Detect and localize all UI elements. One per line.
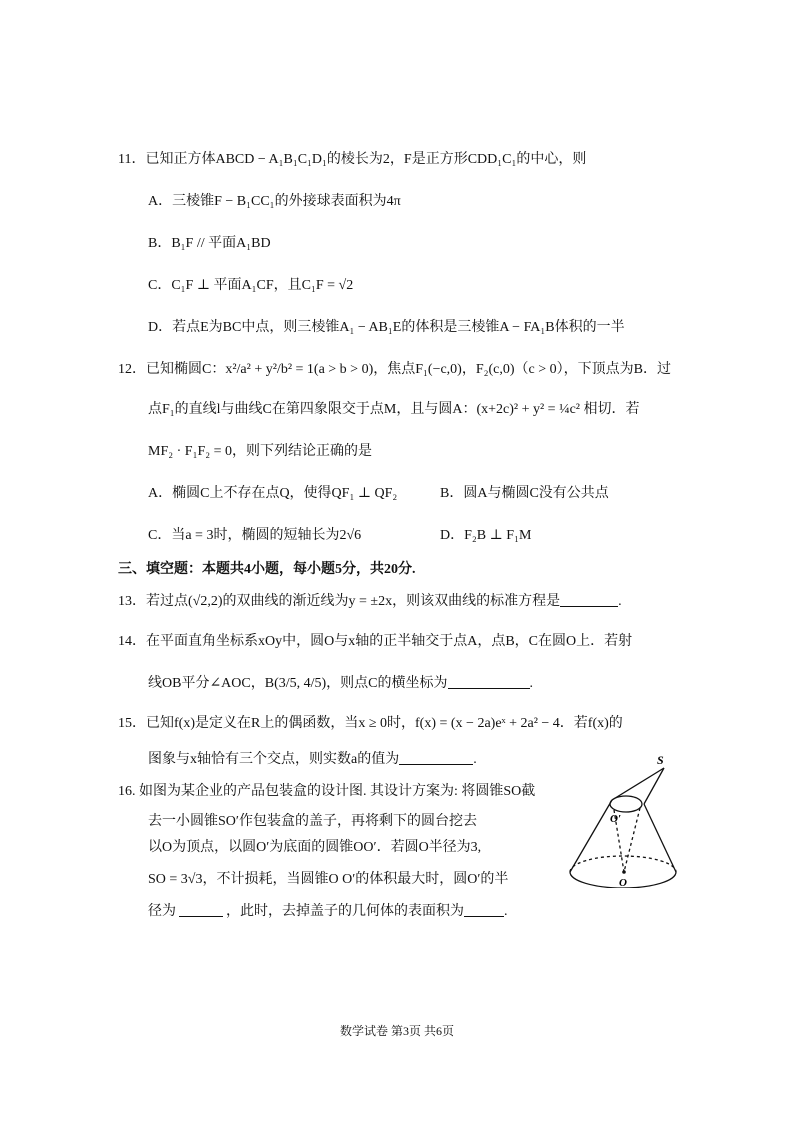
inner-cone-right [624,808,640,872]
q16-line5-start: 径为 [148,904,176,919]
q15-answer-blank [399,750,473,765]
q12-option-a: A．椭圆C上不存在点Q，使得QF₁ ⊥ QF₂ [148,486,398,501]
q14-stem: 线OB平分∠AOC，B(3/5, 4/5)，则点C的横坐标为 [148,676,448,691]
q12-option-b: B．圆A与椭圆C没有公共点 [440,486,609,501]
q16-area-blank [464,902,504,917]
frustum-right-edge [644,804,676,872]
q14-line2 [148,674,533,694]
q15-line2 [148,750,477,770]
page-footer: 数学试卷 第3页 共6页 [339,1024,454,1038]
q16-radius-blank [179,902,223,917]
q14-answer-blank [448,674,530,689]
q13-text [118,592,622,612]
q16-line4: SO = 3√3，不计损耗，当圆锥O O′的体积最大时，圆O′的半 [148,872,509,887]
q16-line3: 以O为顶点，以圆O′为底面的圆锥OO′．若圆O半径为3, [148,840,482,855]
q14-line1: 14．在平面直角坐标系xOy中，圆O与x轴的正半轴交于点A，点B，C在圆O上．若射 [118,634,633,649]
frustum-left-edge [570,800,612,872]
q11-option-d: D．若点E为BC中点，则三棱锥A₁ − AB₁E的体积是三棱锥A − FA₁B体积的一半 [148,320,625,335]
q16-line5 [148,902,508,922]
section-3-heading: 三、填空题：本题共4小题，每小题5分，共20分. [118,562,416,577]
q13-end: . [618,594,622,609]
label-o: O [619,877,627,888]
q13-stem: 13．若过点(√2,2)的双曲线的渐近线为y = ±2x，则该双曲线的标准方程是 [118,594,561,609]
package-box-cone-figure [560,748,694,888]
q11-option-a: A．三棱锥F − B₁CC₁的外接球表面积为4π [148,194,401,209]
q13-answer-blank [560,592,618,607]
label-s: S [657,753,664,767]
q12-option-c: C．当a = 3时，椭圆的短轴长为2√6 [148,528,362,543]
q15-stem: 图象与x轴恰有三个交点，则实数a的值为 [148,752,400,767]
q12-line1: 12．已知椭圆C：x²/a² + y²/b² = 1(a > b > 0)，焦点F₁(−c,0)，F₂(c,0)（c > 0），下顶点为B．过 [118,362,671,377]
q15-line1: 15．已知f(x)是定义在R上的偶函数，当x ≥ 0时，f(x) = (x − 2a)eˣ + 2a² − 4．若f(x)的 [118,716,623,731]
q16-line5-middle: ，此时，去掉盖子的几何体的表面积为 [226,904,464,919]
q12-line3: MF₂ · F₁F₂ = 0，则下列结论正确的是 [148,444,373,459]
q12-line2: 点F₁的直线l与曲线C在第四象限交于点M，且与圆A：(x+2c)² + y² = ¼c² 相切．若 [148,402,640,417]
label-o-prime: O′ [610,813,622,825]
q12-option-d: D．F₂B ⊥ F₁M [440,528,532,543]
q11-stem: 11．已知正方体ABCD − A₁B₁C₁D₁的棱长为2，F是正方形CDD₁C₁的中心，则 [118,152,587,167]
point-o-dot [622,870,626,874]
q14-end: . [529,676,534,691]
q11-option-b: B．B₁F // 平面A₁BD [148,236,271,251]
q11-option-c: C．C₁F ⊥ 平面A₁CF，且C₁F = √2 [148,278,354,293]
q16-end: . [504,904,508,919]
lid-cone-left [612,768,664,800]
q16-line2: 去一小圆锥SO′作包装盒的盖子，再将剩下的圆台挖去 [148,814,477,829]
q15-end: . [473,752,477,767]
q16-line1: 16. 如图为某企业的产品包装盒的设计图. 其设计方案为: 将圆锥SO截 [118,784,536,799]
